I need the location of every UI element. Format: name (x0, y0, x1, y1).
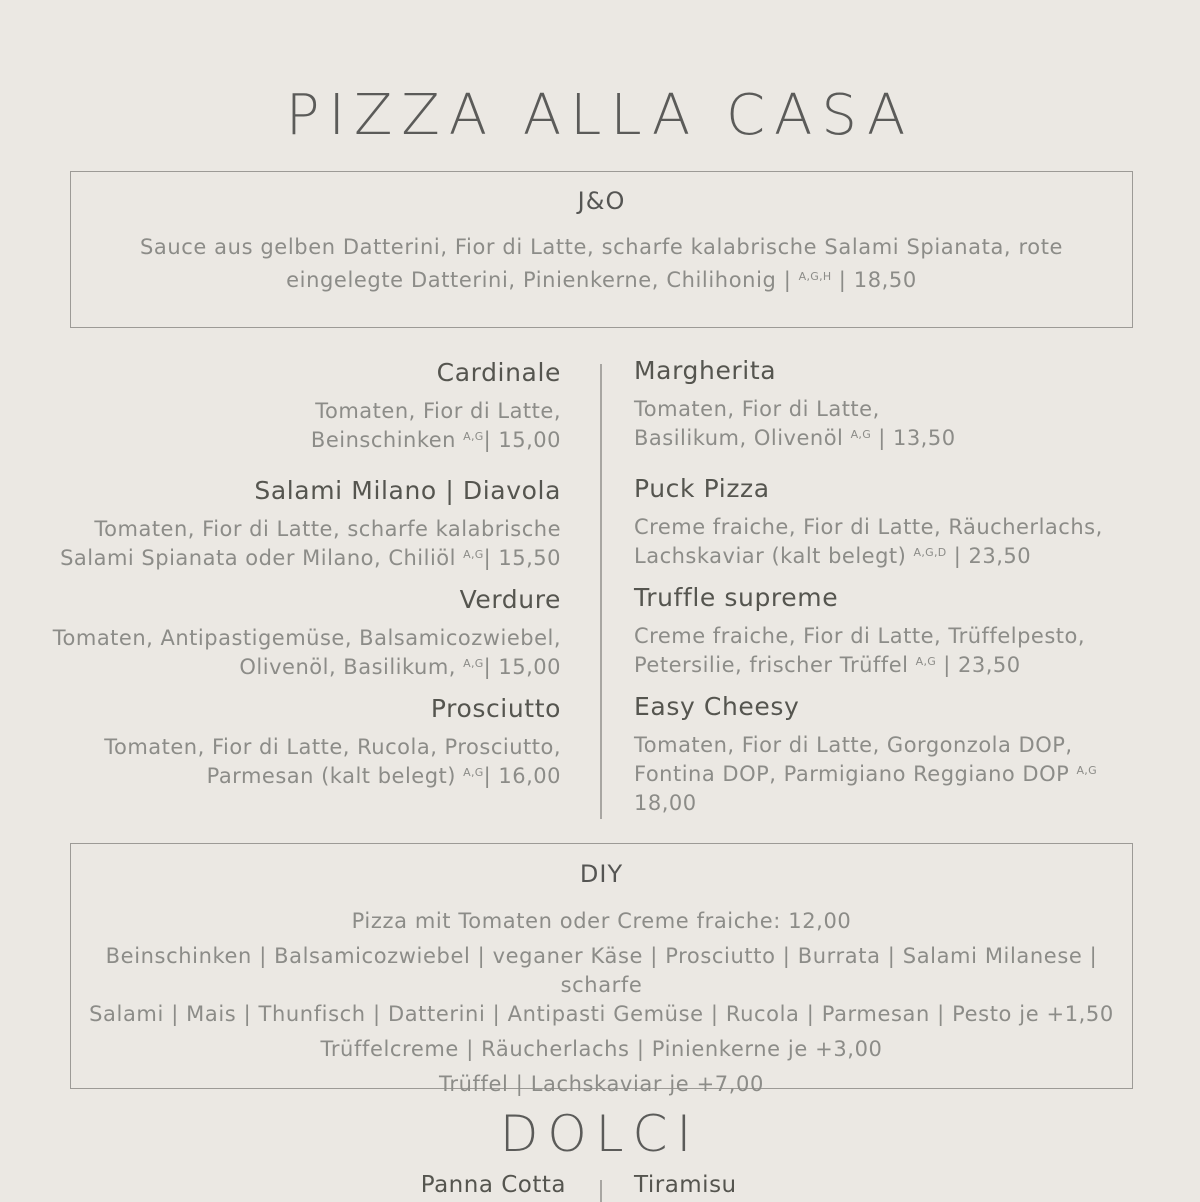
menu-item (40, 355, 561, 455)
menu-item (40, 473, 561, 573)
item-name: Cardinale (436, 358, 561, 387)
item-name: Prosciutto (430, 694, 561, 723)
allergen-codes: A,G (463, 657, 484, 670)
menu-title: PIZZA ALLA CASA (285, 83, 915, 148)
allergen-codes: A,G (463, 766, 484, 779)
diy-toppings-line: Salami | Mais | Thunfisch | Datterini | Antipasti Gemüse | Rucola | Parmesan | Pesto je +1,50 (89, 1002, 1114, 1026)
item-price: 18,00 (634, 791, 697, 815)
featured-pizza-price: | 18,50 (838, 268, 917, 292)
item-name: Margherita (634, 356, 777, 385)
diy-heading: DIY (579, 860, 624, 888)
column-divider (600, 364, 602, 819)
allergen-codes: A,G (1076, 764, 1097, 777)
allergen-codes: A,G (463, 548, 484, 561)
item-name: Salami Milano | Diavola (254, 476, 561, 505)
item-description: Tomaten, Fior di Latte, Rucola, Prosciutto, Parmesan (kalt belegt) $^{A,G}$| 16,00 (104, 735, 561, 788)
item-price: | 23,50 (953, 544, 1032, 568)
item-description: Tomaten, Antipastigemüse, Balsamicozwiebel, Olivenöl, Basilikum, $^{A,G}$| 15,00 (52, 626, 561, 679)
item-price: | 23,50 (943, 653, 1021, 677)
diy-toppings-line: Beinschinken | Balsamicozwiebel | veganer Käse | Prosciutto | Burrata | Salami Milanese | scharfe (105, 944, 1098, 997)
item-description: Creme fraiche, Fior di Latte, Trüffelpesto, Petersilie, frischer Trüffel $^{A,G}$ | 23,50 (634, 624, 1086, 677)
item-name: Easy Cheesy (634, 692, 800, 721)
allergen-codes: A,G,H (798, 270, 832, 283)
allergen-codes: A,G (915, 655, 937, 668)
item-name: Verdure (459, 585, 561, 614)
item-price: | 15,00 (483, 655, 561, 679)
dolci-title: DOLCI (499, 1105, 701, 1163)
item-name: Puck Pizza (634, 474, 770, 503)
featured-pizza-box (70, 171, 1133, 328)
item-description: Creme fraiche, Fior di Latte, Räucherlachs, Lachskaviar (kalt belegt) $^{A,G,D}$ | 23,50 (634, 515, 1103, 568)
item-description: Tomaten, Fior di Latte, Gorgonzola DOP, Fontina DOP, Parmigiano Reggiano DOP $^{A,G}$ 18,00 (634, 731, 1154, 818)
featured-pizza-description: Sauce aus gelben Datterini, Fior di Latte, scharfe kalabrische Salami Spianata, rote eingelegte Datterini, Pinienkerne, Chilihonig | $^{A,G,H}$ | 18,50 (139, 235, 1064, 292)
item-description: Tomaten, Fior di Latte, scharfe kalabrische Salami Spianata oder Milano, Chiliöl $^{A,G}$| 15,50 (60, 517, 561, 570)
item-name: Truffle supreme (634, 583, 839, 612)
item-description: Tomaten, Fior di Latte, Basilikum, Olivenöl $^{A,G}$ | 13,50 (634, 397, 956, 450)
item-price: | 15,50 (483, 546, 561, 570)
diy-box (70, 843, 1133, 1096)
menu-item (634, 580, 1154, 680)
allergen-codes: A,G,D (913, 546, 947, 559)
diy-toppings-line: Trüffelcreme | Räucherlachs | Pinienkerne je +3,00 (320, 1037, 883, 1061)
menu-item (40, 691, 561, 791)
dessert-item: Tiramisu (634, 1172, 737, 1198)
menu-item (634, 689, 1154, 818)
menu-item (634, 471, 1154, 571)
allergen-codes: A,G (463, 430, 484, 443)
featured-pizza-name: J&O (577, 187, 626, 215)
allergen-codes: A,G (850, 428, 872, 441)
diy-base-price: Pizza mit Tomaten oder Creme fraiche: 12,00 (351, 909, 852, 933)
item-price: | 13,50 (871, 426, 956, 450)
item-price: | 16,00 (483, 764, 561, 788)
dessert-item: Panna Cotta (420, 1172, 566, 1198)
dolci-divider (600, 1180, 602, 1202)
item-description: Tomaten, Fior di Latte, Beinschinken $^{A,G}$| 15,00 (310, 399, 561, 452)
diy-toppings-line: Trüffel | Lachskaviar je +7,00 (439, 1072, 764, 1096)
menu-item (634, 353, 1154, 453)
menu-item (40, 582, 561, 682)
item-price: | 15,00 (483, 428, 561, 452)
